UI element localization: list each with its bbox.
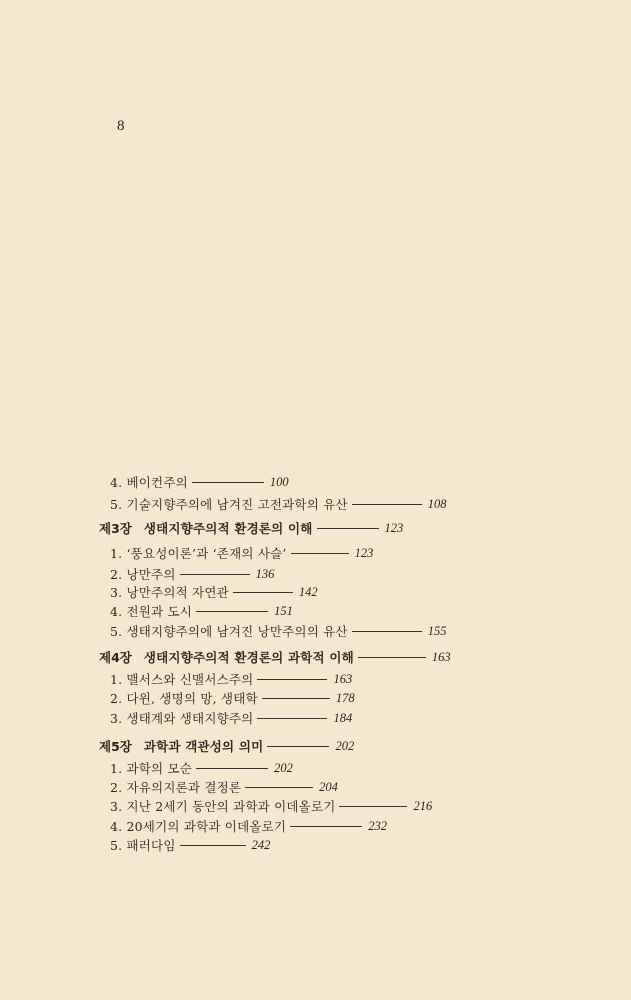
dot-leader <box>352 631 422 632</box>
toc-entry <box>110 797 432 815</box>
toc-entry-title: 2. 다윈, 생명의 망, 생태학 <box>110 691 258 706</box>
toc-entry <box>110 565 274 583</box>
dot-leader <box>339 806 407 807</box>
toc-entry <box>110 836 270 854</box>
toc-entry-page: 202 <box>274 760 293 775</box>
toc-entry <box>110 778 338 796</box>
toc-entry-page: 202 <box>335 738 355 753</box>
toc-entry-title: 3. 생태계와 생태지향주의 <box>110 711 254 726</box>
toc-entry-page: 163 <box>333 671 353 686</box>
chapter-title: 생태지향주의적 환경론의 과학적 이해 <box>143 650 354 665</box>
toc-entry <box>110 583 318 601</box>
toc-entry <box>110 759 293 777</box>
toc-entry-page: 184 <box>333 710 353 725</box>
chapter-heading <box>99 519 403 537</box>
dot-leader <box>196 611 268 612</box>
toc-entry-title: 5. 패러다임 <box>110 838 176 853</box>
toc-entry-page: 151 <box>274 603 293 618</box>
toc-entry-title: 4. 20세기의 과학과 이데올로기 <box>110 819 287 834</box>
toc-entry <box>110 689 355 707</box>
dot-leader <box>291 553 349 554</box>
dot-leader <box>317 528 379 529</box>
toc-entry-title: 1. ‘풍요성이론’과 ‘존재의 사슬’ <box>110 546 287 561</box>
chapter-title: 과학과 객관성의 의미 <box>143 739 264 754</box>
dot-leader <box>352 504 422 505</box>
chapter-number: 제3장 <box>99 521 132 536</box>
dot-leader <box>257 718 327 719</box>
toc-entry-title: 5. 생태지향주의에 남겨진 낭만주의의 유산 <box>110 624 348 639</box>
toc-entry-title: 4. 베이컨주의 <box>110 475 188 490</box>
dot-leader <box>290 826 362 827</box>
toc-entry-page: 178 <box>335 690 355 705</box>
dot-leader <box>262 698 330 699</box>
toc-entry-title: 5. 기술지향주의에 남겨진 고전과학의 유산 <box>110 497 348 512</box>
toc-entry-page: 142 <box>298 584 318 599</box>
dot-leader <box>192 482 264 483</box>
dot-leader <box>180 574 250 575</box>
toc-entry-page: 123 <box>354 545 374 560</box>
chapter-number: 제5장 <box>99 739 132 754</box>
chapter-title: 생태지향주의적 환경론의 이해 <box>143 521 313 536</box>
toc-entry <box>110 544 373 562</box>
toc-entry <box>110 709 352 727</box>
toc-entry-page: 204 <box>319 779 338 794</box>
toc-entry-title: 1. 과학의 모순 <box>110 761 193 776</box>
toc-entry-page: 242 <box>251 837 271 852</box>
dot-leader <box>196 768 268 769</box>
page-number: 8 <box>117 118 125 134</box>
dot-leader <box>358 657 426 658</box>
toc-entry-title: 4. 전원과 도시 <box>110 604 193 619</box>
toc-entry-title: 3. 낭만주의적 자연관 <box>110 585 229 600</box>
dot-leader <box>267 746 329 747</box>
toc-entry <box>110 602 293 620</box>
toc-entry-page: 163 <box>431 649 451 664</box>
toc-entry-page: 155 <box>427 623 447 638</box>
toc-entry-title: 3. 지난 2세기 동안의 과학과 이데올로기 <box>110 799 336 814</box>
toc-entry-page: 232 <box>368 818 387 833</box>
toc-entry-page: 136 <box>255 566 275 581</box>
chapter-heading <box>99 737 354 755</box>
toc-entry <box>110 670 352 688</box>
chapter-number: 제4장 <box>99 650 132 665</box>
dot-leader <box>180 845 246 846</box>
toc-entry <box>110 817 387 835</box>
toc-entry-title: 1. 맬서스와 신맬서스주의 <box>110 672 254 687</box>
toc-entry-page: 123 <box>384 520 404 535</box>
toc-entry-page: 100 <box>269 474 289 489</box>
toc-entry <box>110 473 289 491</box>
toc-entry-title: 2. 낭만주의 <box>110 567 176 582</box>
toc-entry-page: 108 <box>427 496 447 511</box>
toc-entry-title: 2. 자유의지론과 결정론 <box>110 780 242 795</box>
toc-entry <box>110 622 446 640</box>
dot-leader <box>257 679 327 680</box>
toc-entry-page: 216 <box>413 798 433 813</box>
chapter-heading <box>99 648 451 666</box>
dot-leader <box>245 787 313 788</box>
dot-leader <box>233 592 293 593</box>
toc-entry <box>110 495 446 513</box>
